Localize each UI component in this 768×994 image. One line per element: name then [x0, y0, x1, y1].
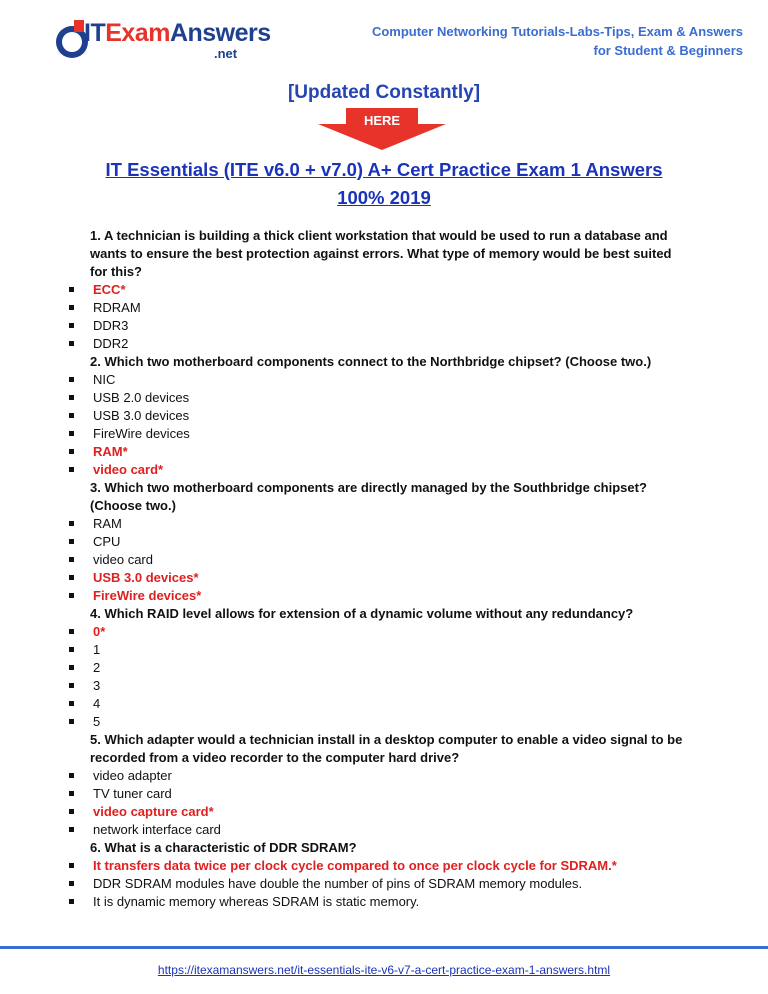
bullet-icon — [69, 719, 74, 724]
answer-option-correct — [64, 569, 684, 587]
bullet-icon — [69, 701, 74, 706]
answer-option — [64, 533, 684, 551]
bullet-icon — [69, 881, 74, 886]
option-text: RAM — [93, 516, 122, 531]
bullet-icon — [69, 521, 74, 526]
answer-option — [64, 659, 684, 677]
answer-option — [64, 425, 684, 443]
bullet-icon — [69, 305, 74, 310]
answer-option-correct — [64, 803, 684, 821]
tagline-line2: for Student & Beginners — [593, 43, 743, 58]
bullet-icon — [69, 647, 74, 652]
bullet-icon — [69, 323, 74, 328]
logo-net: .net — [214, 46, 238, 61]
question-2: 2. Which two motherboard components connect to the Northbridge chipset? (Choose two.) — [90, 354, 652, 369]
site-tagline — [372, 22, 743, 60]
bullet-icon — [69, 629, 74, 634]
answer-option — [64, 875, 684, 893]
bullet-icon — [69, 863, 74, 868]
tagline-line1: Computer Networking Tutorials-Labs-Tips, Exam & Answers — [371, 24, 743, 39]
option-text: FireWire devices* — [93, 588, 202, 603]
logo-exam: Exam — [105, 19, 170, 47]
option-text: It transfers data twice per clock cycle compared to once per clock cycle for SDRAM.* — [93, 858, 617, 873]
footer-divider — [0, 946, 768, 949]
question-3: 3. Which two motherboard components are directly managed by the Southbridge chipset? (Choose two.) — [90, 480, 647, 513]
answer-option-correct — [64, 623, 684, 641]
bullet-icon — [69, 593, 74, 598]
question-4: 4. Which RAID level allows for extension of a dynamic volume without any redundancy? — [90, 606, 634, 621]
answer-option — [64, 299, 684, 317]
option-text: CPU — [93, 534, 121, 549]
answer-option — [64, 677, 684, 695]
option-text: It is dynamic memory whereas SDRAM is static memory. — [93, 894, 420, 909]
answer-option — [64, 389, 684, 407]
bullet-icon — [69, 683, 74, 688]
option-text: USB 3.0 devices — [93, 408, 190, 423]
answer-option — [64, 641, 684, 659]
qa-content — [64, 227, 684, 911]
answer-option — [64, 335, 684, 353]
title-line1[interactable]: IT Essentials (ITE v6.0 + v7.0) A+ Cert Practice Exam 1 Answers — [105, 159, 663, 180]
answer-option — [64, 713, 684, 731]
option-text: 2 — [93, 660, 101, 675]
bullet-icon — [69, 341, 74, 346]
bullet-icon — [69, 791, 74, 796]
answer-option-correct — [64, 857, 684, 875]
answer-option-correct — [64, 443, 684, 461]
answer-option — [64, 893, 684, 911]
option-text: 4 — [93, 696, 101, 711]
option-text: TV tuner card — [93, 786, 172, 801]
option-text: ECC* — [93, 282, 126, 297]
bullet-icon — [69, 899, 74, 904]
logo-answers: Answers — [169, 19, 271, 47]
option-text: RDRAM — [93, 300, 141, 315]
option-text: USB 3.0 devices* — [93, 570, 199, 585]
option-text: video capture card* — [93, 804, 214, 819]
title-line2[interactable]: 100% 2019 — [337, 187, 431, 208]
answer-option-correct — [64, 281, 684, 299]
option-text: 1 — [93, 642, 101, 657]
question-1: 1. A technician is building a thick client workstation that would be used to run a database and wants to ensure the best protection against errors. What type of memory would be best suited for this? — [90, 228, 672, 279]
page-title-link[interactable] — [60, 156, 708, 212]
option-text: FireWire devices — [93, 426, 190, 441]
logo-wordmark — [84, 19, 271, 48]
answer-option — [64, 767, 684, 785]
option-text: RAM* — [93, 444, 128, 459]
answer-option-correct — [64, 461, 684, 479]
question-6: 6. What is a characteristic of DDR SDRAM? — [90, 840, 357, 855]
option-text: 5 — [93, 714, 101, 729]
option-text: video card* — [93, 462, 164, 477]
option-text: 3 — [93, 678, 101, 693]
answer-option — [64, 515, 684, 533]
bullet-icon — [69, 377, 74, 382]
bullet-icon — [69, 809, 74, 814]
answer-option — [64, 551, 684, 569]
bullet-icon — [69, 287, 74, 292]
bullet-icon — [69, 665, 74, 670]
bullet-icon — [69, 467, 74, 472]
option-text: video adapter — [93, 768, 172, 783]
bullet-icon — [69, 539, 74, 544]
here-label[interactable]: HERE — [363, 113, 401, 128]
option-text: network interface card — [93, 822, 221, 837]
answer-option — [64, 695, 684, 713]
option-text: 0* — [93, 624, 106, 639]
bullet-icon — [69, 827, 74, 832]
option-text: USB 2.0 devices — [93, 390, 190, 405]
answer-option — [64, 785, 684, 803]
footer-url-link[interactable]: https://itexamanswers.net/it-essentials-ite-v6-v7-a-cert-practice-exam-1-answers.html — [157, 963, 611, 977]
answer-option — [64, 407, 684, 425]
option-text: video card — [93, 552, 153, 567]
bullet-icon — [69, 575, 74, 580]
option-text: DDR SDRAM modules have double the number of pins of SDRAM memory modules. — [93, 876, 583, 891]
updated-banner: [Updated Constantly] — [287, 82, 481, 103]
question-5: 5. Which adapter would a technician install in a desktop computer to enable a video signal to be recorded from a video recorder to the computer hard drive? — [90, 732, 683, 765]
option-text: DDR3 — [93, 318, 129, 333]
logo-it: IT — [84, 19, 106, 47]
answer-option-correct — [64, 587, 684, 605]
bullet-icon — [69, 431, 74, 436]
bullet-icon — [69, 557, 74, 562]
answer-option — [64, 317, 684, 335]
bullet-icon — [69, 449, 74, 454]
answer-option — [64, 371, 684, 389]
option-text: DDR2 — [93, 336, 129, 351]
bullet-icon — [69, 413, 74, 418]
answer-option — [64, 821, 684, 839]
bullet-icon — [69, 395, 74, 400]
option-text: NIC — [93, 372, 116, 387]
bullet-icon — [69, 773, 74, 778]
